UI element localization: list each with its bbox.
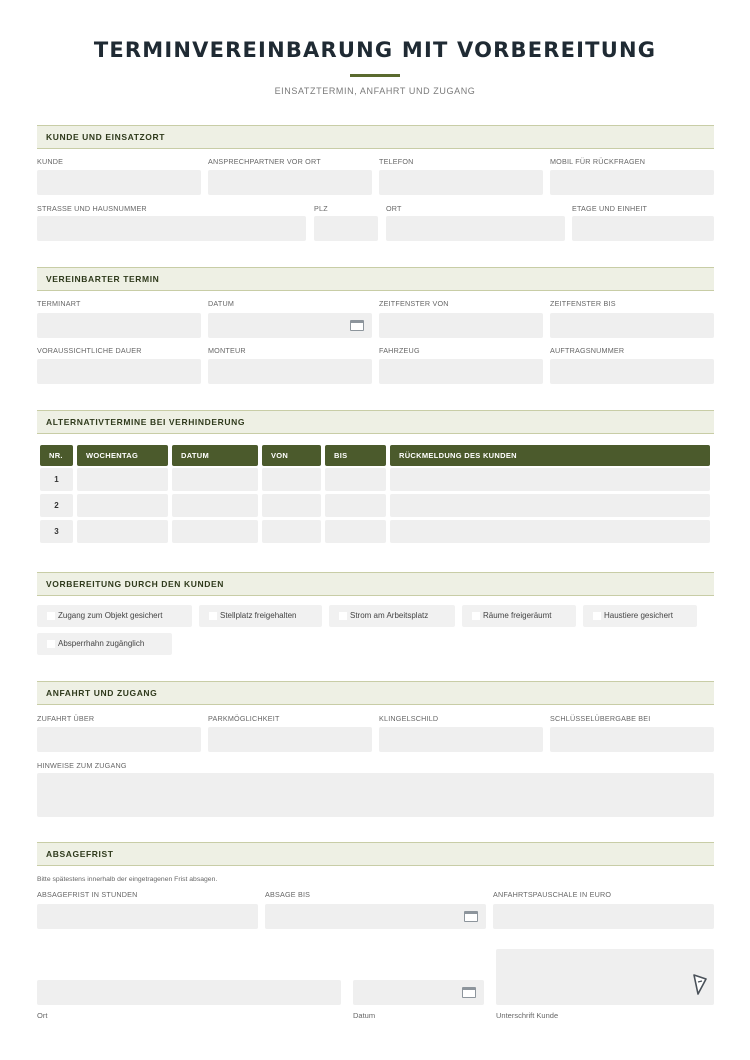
label-fahrzeug: FAHRZEUG (379, 346, 420, 355)
label-pauschale: ANFAHRTSPAUSCHALE IN EURO (493, 890, 612, 899)
etage-field[interactable] (572, 216, 714, 241)
checkbox-label: Räume freigeräumt (483, 611, 552, 620)
table-cell-rueckmeldung[interactable] (390, 520, 710, 543)
checkbox-zugang[interactable] (37, 605, 192, 627)
klingelschild-field[interactable] (379, 727, 543, 752)
signature-field[interactable] (496, 949, 714, 1005)
label-zeit-bis: ZEITFENSTER BIS (550, 299, 616, 308)
row-number: 2 (40, 494, 73, 517)
column-header-bis: BIS (325, 445, 386, 466)
calendar-icon[interactable] (464, 911, 478, 922)
monteur-field[interactable] (208, 359, 372, 384)
row-number: 1 (40, 468, 73, 491)
checkbox-label: Zugang zum Objekt gesichert (58, 611, 163, 620)
column-header-rueckmeldung: RÜCKMELDUNG DES KUNDEN (390, 445, 710, 466)
checkbox-haustiere[interactable] (583, 605, 697, 627)
checkbox-absperrhahn[interactable] (37, 633, 172, 655)
checkbox-stellplatz[interactable] (199, 605, 322, 627)
strasse-field[interactable] (37, 216, 306, 241)
table-cell-bis[interactable] (325, 520, 386, 543)
label-zeit-von: ZEITFENSTER VON (379, 299, 449, 308)
checkbox-box[interactable] (208, 611, 218, 621)
checkbox-box[interactable] (592, 611, 602, 621)
checkbox-box[interactable] (46, 611, 56, 621)
dauer-field[interactable] (37, 359, 201, 384)
label-monteur: MONTEUR (208, 346, 246, 355)
page-title: TERMINVEREINBARUNG MIT VORBEREITUNG (93, 38, 657, 62)
parkmoeglichkeit-field[interactable] (208, 727, 372, 752)
auftragsnummer-field[interactable] (550, 359, 714, 384)
zufahrt-field[interactable] (37, 727, 201, 752)
checkbox-strom[interactable] (329, 605, 455, 627)
label-telefon: TELEFON (379, 157, 414, 166)
table-cell-bis[interactable] (325, 494, 386, 517)
absage-note: Bitte spätestens innerhalb der eingetragenen Frist absagen. (37, 876, 218, 883)
ort-field[interactable] (386, 216, 565, 241)
label-klingel: KLINGELSCHILD (379, 714, 439, 723)
termin-datum-field[interactable] (208, 313, 372, 338)
title-divider (350, 74, 400, 77)
table-cell-von[interactable] (262, 520, 321, 543)
section-heading-alternativ: ALTERNATIVTERMINE BEI VERHINDERUNG (37, 410, 714, 434)
label-dauer: VORAUSSICHTLICHE DAUER (37, 346, 142, 355)
table-cell-von[interactable] (262, 468, 321, 491)
table-cell-datum[interactable] (172, 520, 258, 543)
datum-signature-field[interactable] (353, 980, 484, 1005)
signature-label-datum: Datum (353, 1011, 376, 1020)
signature-label-unterschrift: Unterschrift Kunde (496, 1011, 559, 1020)
checkbox-label: Strom am Arbeitsplatz (350, 611, 429, 620)
column-header-wochentag: WOCHENTAG (77, 445, 168, 466)
label-kunde: KUNDE (37, 157, 64, 166)
pen-icon (693, 973, 707, 995)
label-absage-bis: ABSAGE BIS (265, 890, 311, 899)
row-number: 3 (40, 520, 73, 543)
label-ansprechpartner: ANSPRECHPARTNER VOR ORT (208, 157, 321, 166)
fahrzeug-field[interactable] (379, 359, 543, 384)
anfahrtspauschale-field[interactable] (493, 904, 714, 929)
label-etage: ETAGE UND EINHEIT (572, 204, 648, 213)
table-cell-von[interactable] (262, 494, 321, 517)
section-heading-absage: ABSAGEFRIST (37, 842, 714, 866)
label-zufahrt: ZUFAHRT ÜBER (37, 714, 95, 723)
label-mobil: MOBIL FÜR RÜCKFRAGEN (550, 157, 646, 166)
column-header-datum: DATUM (172, 445, 258, 466)
signature-label-ort: Ort (37, 1011, 48, 1020)
column-header-nr: NR. (40, 445, 73, 466)
ansprechpartner-field[interactable] (208, 170, 372, 195)
table-cell-rueckmeldung[interactable] (390, 494, 710, 517)
checkbox-box[interactable] (471, 611, 481, 621)
calendar-icon[interactable] (350, 320, 364, 331)
label-hinweise: HINWEISE ZUM ZUGANG (37, 761, 127, 770)
label-absage-stunden: ABSAGEFRIST IN STUNDEN (37, 890, 138, 899)
checkbox-box[interactable] (338, 611, 348, 621)
section-heading-termin: VEREINBARTER TERMIN (37, 267, 714, 291)
hinweise-textarea[interactable] (37, 773, 714, 817)
table-cell-wochentag[interactable] (77, 494, 168, 517)
absage-bis-field[interactable] (265, 904, 486, 929)
table-cell-bis[interactable] (325, 468, 386, 491)
checkbox-box[interactable] (46, 639, 56, 649)
label-ort: ORT (386, 204, 402, 213)
table-cell-wochentag[interactable] (77, 468, 168, 491)
section-heading-vorbereitung: VORBEREITUNG DURCH DEN KUNDEN (37, 572, 714, 596)
section-heading-anfahrt: ANFAHRT UND ZUGANG (37, 681, 714, 705)
label-schluessel: SCHLÜSSELÜBERGABE BEI (550, 714, 651, 723)
section-heading-kunde: KUNDE UND EINSATZORT (37, 125, 714, 149)
checkbox-label: Absperrhahn zugänglich (58, 639, 145, 648)
terminart-field[interactable] (37, 313, 201, 338)
kunde-field[interactable] (37, 170, 201, 195)
page-subtitle: EINSATZTERMIN, ANFAHRT UND ZUGANG (274, 86, 476, 96)
label-plz: PLZ (314, 204, 328, 213)
table-cell-wochentag[interactable] (77, 520, 168, 543)
mobil-field[interactable] (550, 170, 714, 195)
absagefrist-stunden-field[interactable] (37, 904, 258, 929)
checkbox-label: Haustiere gesichert (604, 611, 673, 620)
telefon-field[interactable] (379, 170, 543, 195)
schluesseluebergabe-field[interactable] (550, 727, 714, 752)
table-cell-rueckmeldung[interactable] (390, 468, 710, 491)
checkbox-label: Stellplatz freigehalten (220, 611, 297, 620)
label-auftrag: AUFTRAGSNUMMER (550, 346, 625, 355)
zeitfenster-von-field[interactable] (379, 313, 543, 338)
calendar-icon[interactable] (462, 987, 476, 998)
plz-field[interactable] (314, 216, 378, 241)
zeitfenster-bis-field[interactable] (550, 313, 714, 338)
table-cell-datum[interactable] (172, 494, 258, 517)
ort-signature-field[interactable] (37, 980, 341, 1005)
table-cell-datum[interactable] (172, 468, 258, 491)
label-strasse: STRASSE UND HAUSNUMMER (37, 204, 147, 213)
label-terminart: TERMINART (37, 299, 81, 308)
label-parken: PARKMÖGLICHKEIT (208, 714, 280, 723)
label-datum: DATUM (208, 299, 235, 308)
checkbox-raeume[interactable] (462, 605, 576, 627)
column-header-von: VON (262, 445, 321, 466)
